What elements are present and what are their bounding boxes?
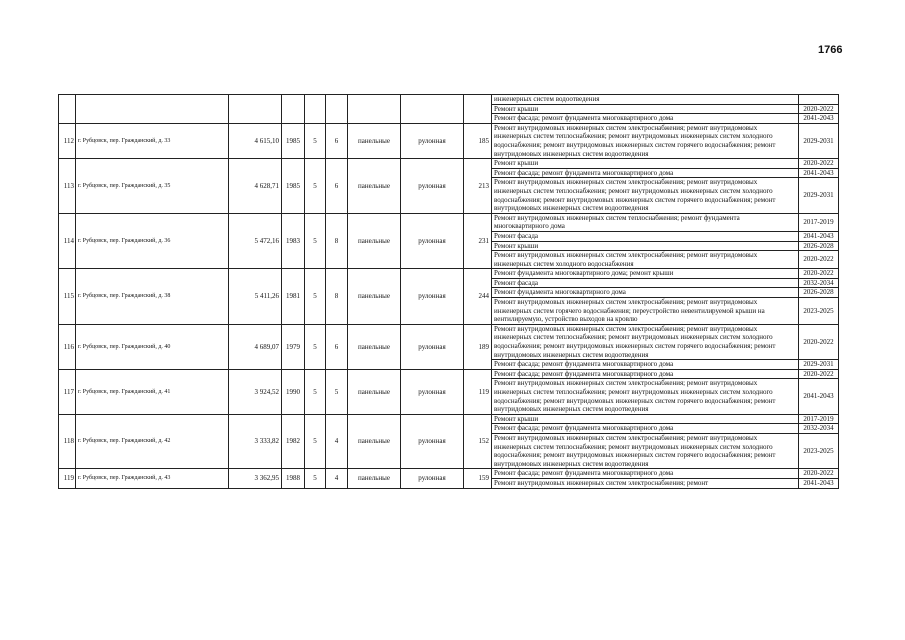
total-area: 4 689,07 [229, 324, 282, 369]
construction-year: 1988 [282, 469, 305, 488]
floors-count: 5 [305, 469, 326, 488]
total-area: 5 411,26 [229, 269, 282, 325]
empty-cell [76, 95, 229, 124]
total-area: 5 472,16 [229, 213, 282, 269]
work-period: 2029-2031 [799, 123, 839, 158]
total-area: 3 924,52 [229, 369, 282, 414]
row-number: 112 [59, 123, 76, 158]
floors-count: 5 [305, 414, 326, 469]
work-description: Ремонт внутридомовых инженерных систем электроснабжения; ремонт внутридомовых инженерных систем теплоснабжения; ремонт внутридомовых инженерных систем холодного водоснабжения; ремонт внутридомовых инженерных систем горячего водоснабжения; ремонт внутридомовых инженерных систем водоотведения [492, 178, 799, 213]
entrances-count: 8 [326, 213, 348, 269]
empty-cell [59, 95, 76, 124]
roof-type: рулонная [401, 369, 464, 414]
floors-count: 5 [305, 324, 326, 369]
work-period: 2020-2022 [799, 369, 839, 379]
building-row [59, 123, 839, 158]
empty-cell [305, 95, 326, 124]
wall-material: панельные [348, 123, 401, 158]
residents-count: 244 [464, 269, 492, 325]
building-row [59, 369, 839, 379]
total-area: 3 362,95 [229, 469, 282, 488]
housing-repair-register-table [58, 94, 839, 489]
building-address: г. Рубцовск, пер. Гражданский, д. 38 [76, 269, 229, 325]
empty-cell [282, 95, 305, 124]
construction-year: 1981 [282, 269, 305, 325]
building-row [59, 324, 839, 359]
work-period: 2041-2043 [799, 168, 839, 178]
building-row [59, 414, 839, 424]
work-period: 2020-2022 [799, 469, 839, 479]
work-period: 2026-2028 [799, 241, 839, 251]
row-number: 113 [59, 159, 76, 214]
construction-year: 1990 [282, 369, 305, 414]
wall-material: панельные [348, 269, 401, 325]
floors-count: 5 [305, 369, 326, 414]
empty-cell [401, 95, 464, 124]
work-description: Ремонт фасада; ремонт фундамента многоквартирного дома [492, 360, 799, 370]
empty-cell [348, 95, 401, 124]
building-address: г. Рубцовск, пер. Гражданский, д. 42 [76, 414, 229, 469]
work-period: 2041-2043 [799, 379, 839, 414]
construction-year: 1982 [282, 414, 305, 469]
construction-year: 1985 [282, 123, 305, 158]
floors-count: 5 [305, 159, 326, 214]
work-description: Ремонт внутридомовых инженерных систем электроснабжения; ремонт [492, 478, 799, 488]
building-row [59, 213, 839, 231]
work-period: 2032-2034 [799, 424, 839, 434]
work-description: Ремонт фундамента многоквартирного дома [492, 288, 799, 298]
work-period [799, 95, 839, 105]
work-period: 2020-2022 [799, 251, 839, 269]
roof-type: рулонная [401, 269, 464, 325]
work-description: Ремонт внутридомовых инженерных систем электроснабжения; ремонт внутридомовых инженерных систем теплоснабжения; ремонт внутридомовых инженерных систем холодного водоснабжения; ремонт внутридомовых инженерных систем горячего водоснабжения; ремонт внутридомовых инженерных систем водоотведения [492, 123, 799, 158]
entrances-count: 5 [326, 369, 348, 414]
carry-over-row [59, 95, 839, 105]
work-description: Ремонт внутридомовых инженерных систем электроснабжения; ремонт внутридомовых инженерных систем холодного водоснабжения [492, 251, 799, 269]
wall-material: панельные [348, 159, 401, 214]
floors-count: 5 [305, 123, 326, 158]
roof-type: рулонная [401, 123, 464, 158]
wall-material: панельные [348, 414, 401, 469]
work-description: Ремонт внутридомовых инженерных систем электроснабжения; ремонт внутридомовых инженерных систем теплоснабжения; ремонт внутридомовых инженерных систем холодного водоснабжения; ремонт внутридомовых инженерных систем горячего водоснабжения; ремонт внутридомовых инженерных систем водоотведения [492, 379, 799, 414]
row-number: 117 [59, 369, 76, 414]
building-address: г. Рубцовск, пер. Гражданский, д. 35 [76, 159, 229, 214]
roof-type: рулонная [401, 324, 464, 369]
row-number: 116 [59, 324, 76, 369]
wall-material: панельные [348, 213, 401, 269]
work-description: Ремонт внутридомовых инженерных систем электроснабжения; ремонт внутридомовых инженерных систем теплоснабжения; ремонт внутридомовых инженерных систем холодного водоснабжения; ремонт внутридомовых инженерных систем горячего водоснабжения; ремонт внутридомовых инженерных систем водоотведения [492, 324, 799, 359]
residents-count: 152 [464, 414, 492, 469]
residents-count: 213 [464, 159, 492, 214]
residents-count: 159 [464, 469, 492, 488]
register-body [59, 95, 839, 489]
floors-count: 5 [305, 269, 326, 325]
work-period: 2020-2022 [799, 269, 839, 279]
work-description: Ремонт внутридомовых инженерных систем теплоснабжения; ремонт фундамента многоквартирного дома [492, 213, 799, 231]
building-row [59, 469, 839, 479]
building-row [59, 269, 839, 279]
work-description: Ремонт крыши [492, 159, 799, 169]
total-area: 4 615,10 [229, 123, 282, 158]
residents-count: 185 [464, 123, 492, 158]
construction-year: 1979 [282, 324, 305, 369]
work-period: 2041-2043 [799, 231, 839, 241]
floors-count: 5 [305, 213, 326, 269]
work-period: 2020-2022 [799, 159, 839, 169]
entrances-count: 6 [326, 324, 348, 369]
work-description: Ремонт внутридомовых инженерных систем электроснабжения; ремонт внутридомовых инженерных систем теплоснабжения; ремонт внутридомовых инженерных систем холодного водоснабжения; ремонт внутридомовых инженерных систем горячего водоснабжения; ремонт внутридомовых инженерных систем водоотведения [492, 433, 799, 468]
building-address: г. Рубцовск, пер. Гражданский, д. 40 [76, 324, 229, 369]
wall-material: панельные [348, 369, 401, 414]
roof-type: рулонная [401, 414, 464, 469]
work-description: Ремонт крыши [492, 241, 799, 251]
construction-year: 1983 [282, 213, 305, 269]
work-description: Ремонт фасада; ремонт фундамента многоквартирного дома [492, 469, 799, 479]
entrances-count: 6 [326, 159, 348, 214]
work-period: 2029-2031 [799, 360, 839, 370]
entrances-count: 4 [326, 469, 348, 488]
residents-count: 189 [464, 324, 492, 369]
work-description: инженерных систем водоотведения [492, 95, 799, 105]
work-period: 2041-2043 [799, 114, 839, 124]
roof-type: рулонная [401, 213, 464, 269]
work-description: Ремонт внутридомовых инженерных систем электроснабжения; ремонт внутридомовых инженерных систем горячего водоснабжения; переустройство невентилируемой крыши на вентилируемую, устройство выходов на кровлю [492, 298, 799, 325]
building-address: г. Рубцовск, пер. Гражданский, д. 36 [76, 213, 229, 269]
work-period: 2020-2022 [799, 324, 839, 359]
work-description: Ремонт фундамента многоквартирного дома; ремонт крыши [492, 269, 799, 279]
work-period: 2023-2025 [799, 433, 839, 468]
work-description: Ремонт крыши [492, 104, 799, 114]
row-number: 115 [59, 269, 76, 325]
work-period: 2041-2043 [799, 478, 839, 488]
building-address: г. Рубцовск, пер. Гражданский, д. 33 [76, 123, 229, 158]
total-area: 4 628,71 [229, 159, 282, 214]
work-period: 2032-2034 [799, 278, 839, 288]
construction-year: 1985 [282, 159, 305, 214]
empty-cell [326, 95, 348, 124]
page-number: 1766 [818, 44, 843, 56]
row-number: 119 [59, 469, 76, 488]
entrances-count: 8 [326, 269, 348, 325]
work-description: Ремонт фасада [492, 231, 799, 241]
residents-count: 231 [464, 213, 492, 269]
building-address: г. Рубцовск, пер. Гражданский, д. 43 [76, 469, 229, 488]
work-description: Ремонт фасада; ремонт фундамента многоквартирного дома [492, 168, 799, 178]
roof-type: рулонная [401, 469, 464, 488]
work-description: Ремонт фасада [492, 278, 799, 288]
work-period: 2026-2028 [799, 288, 839, 298]
row-number: 118 [59, 414, 76, 469]
wall-material: панельные [348, 324, 401, 369]
work-description: Ремонт фасада; ремонт фундамента многоквартирного дома [492, 369, 799, 379]
work-period: 2017-2019 [799, 414, 839, 424]
empty-cell [229, 95, 282, 124]
total-area: 3 333,82 [229, 414, 282, 469]
empty-cell [464, 95, 492, 124]
row-number: 114 [59, 213, 76, 269]
work-period: 2020-2022 [799, 104, 839, 114]
work-description: Ремонт фасада; ремонт фундамента многоквартирного дома [492, 114, 799, 124]
work-period: 2029-2031 [799, 178, 839, 213]
work-period: 2017-2019 [799, 213, 839, 231]
building-row [59, 159, 839, 169]
residents-count: 119 [464, 369, 492, 414]
work-description: Ремонт крыши [492, 414, 799, 424]
entrances-count: 4 [326, 414, 348, 469]
roof-type: рулонная [401, 159, 464, 214]
building-address: г. Рубцовск, пер. Гражданский, д. 41 [76, 369, 229, 414]
work-period: 2023-2025 [799, 298, 839, 325]
work-description: Ремонт фасада; ремонт фундамента многоквартирного дома [492, 424, 799, 434]
entrances-count: 6 [326, 123, 348, 158]
wall-material: панельные [348, 469, 401, 488]
